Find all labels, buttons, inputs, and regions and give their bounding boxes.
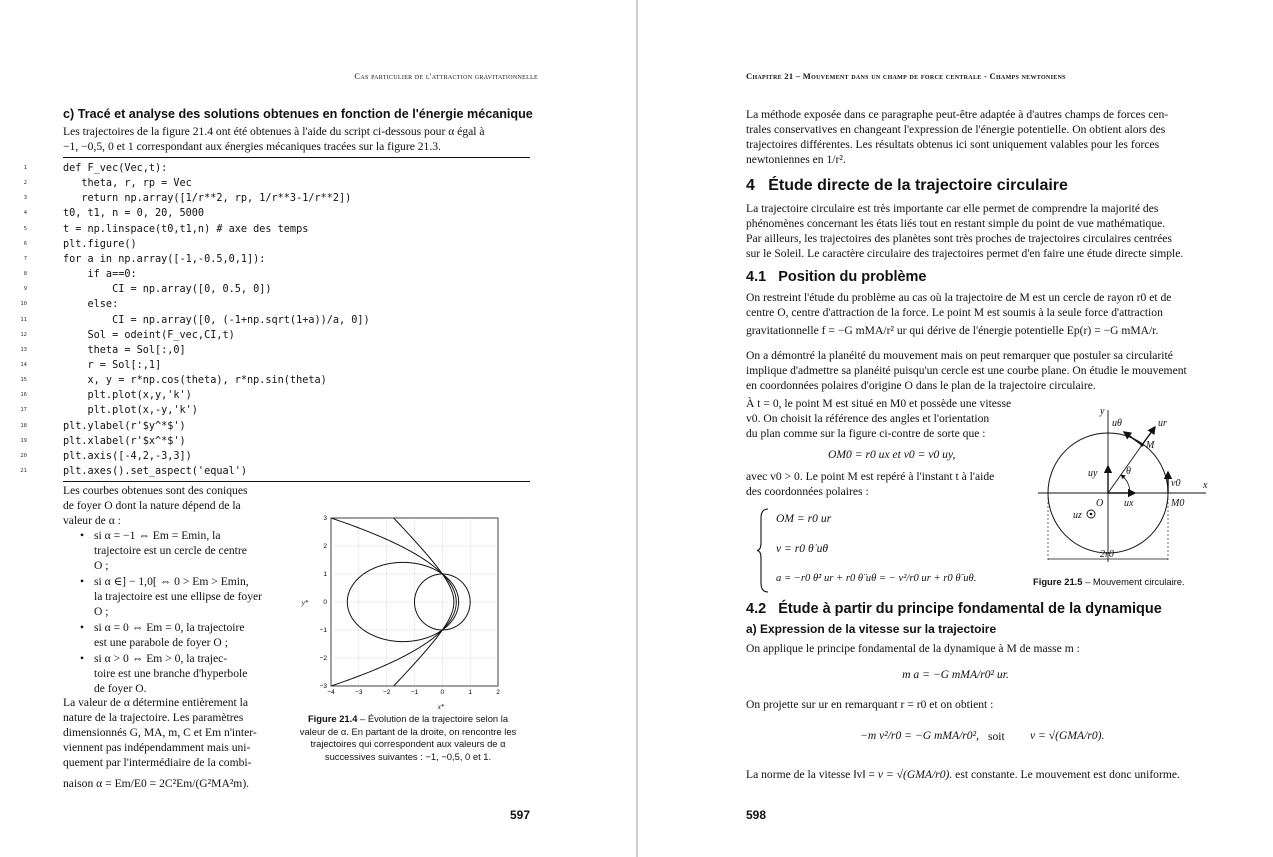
uy-label: uy bbox=[1088, 468, 1098, 479]
x-tick-label: −1 bbox=[410, 689, 419, 696]
polar-paragraph: avec v0 > 0. Le point M est repéré à l'instant t à l'aide des coordonnées polaires : bbox=[746, 470, 995, 499]
y-tick-label: −1 bbox=[319, 627, 327, 635]
code-top-rule bbox=[63, 157, 530, 158]
y-tick-label: 3 bbox=[323, 515, 327, 523]
code-listing bbox=[0, 161, 540, 481]
code-text: plt.plot(x,-y,'k') bbox=[63, 405, 198, 417]
trajectory-parabola bbox=[295, 510, 456, 710]
circular-motion-diagram bbox=[1038, 402, 1213, 572]
code-text: r = Sol[:,1] bbox=[63, 359, 162, 371]
utheta-label: uθ bbox=[1112, 418, 1122, 429]
code-text: return np.array([1/r**2, rp, 1/r**3-1/r**2]) bbox=[63, 193, 352, 205]
conics-paragraph bbox=[63, 483, 273, 528]
uz-dot bbox=[1090, 513, 1093, 516]
line-number: 19 bbox=[20, 437, 27, 444]
code-text: plt.plot(x,y,'k') bbox=[63, 390, 192, 402]
ux-label: ux bbox=[1124, 498, 1134, 509]
x-tick-label: 2 bbox=[496, 689, 500, 696]
intro-paragraph: La méthode exposée dans ce paragraphe peut-être adaptée à d'autres champs de forces cen- trales conservatives en changeant l'expression de l'énergie potentielle. On obtient alors des trajectoires différentes. Les résultats obtenus ici sont uniquement valables pour les forces newtoniennes en 1/r². bbox=[746, 108, 1169, 167]
uz-label: uz bbox=[1073, 510, 1082, 521]
code-text: plt.axes().set_aspect('equal') bbox=[63, 466, 248, 477]
line-number: 20 bbox=[20, 452, 27, 459]
intro-paragraph bbox=[63, 124, 531, 154]
y-tick-label: 2 bbox=[323, 543, 327, 551]
projection-line: On projette sur ur en remarquant r = r0 et on obtient : bbox=[746, 698, 994, 711]
alpha-formula: naison α = Em/E0 = 2C²Em/(G²MA²m). bbox=[63, 777, 250, 791]
code-text: plt.figure() bbox=[63, 238, 137, 250]
closing-paragraph: La valeur de α détermine entièrement la nature de la trajectoire. Les paramètres dimensionnés G, MA, m, C et Em n'inter- viennent pas indépendamment mais uni- quement par l'intermédiaire de la combi- naison α = Em/E0 = 2C²Em/(G²MA²m). bbox=[63, 695, 273, 792]
y-tick-label: −2 bbox=[319, 655, 327, 663]
line-number: 13 bbox=[20, 346, 27, 353]
line-number: 14 bbox=[20, 361, 27, 368]
line-number: 4 bbox=[23, 210, 27, 217]
system-brace bbox=[756, 508, 770, 593]
subsection-4-1-paragraph: On restreint l'étude du problème au cas où la trajectoire de M est un cercle de rayon r0 et de centre O, centre d'attraction de la force. Le point M est soumis à la seule force d'attraction gravitationnelle f = −G mMA/r² ur qui dérive de l'énergie potentielle Ep(r) = −G mMA/r. bbox=[746, 291, 1172, 338]
line-number: 15 bbox=[20, 377, 27, 384]
line-number: 21 bbox=[20, 468, 27, 474]
line-number: 16 bbox=[20, 392, 27, 399]
line-number: 9 bbox=[23, 286, 27, 293]
running-head: Cas particulier de l'attraction gravitationnelle bbox=[354, 71, 538, 81]
x-axis-label: x* bbox=[437, 703, 445, 710]
m-label: M bbox=[1146, 440, 1155, 451]
left-page: Cas particulier de l'attraction gravitationnelle c) Tracé et analyse des solutions obtenues en fonction de l'énergie mécanique Les trajectoires de la figure 21.4 ont été obtenues à l'aide du script ci-dessous pour α égal à −1, −0,5, 0 et 1 correspondant aux énergies mécaniques tracées sur la figure 21.3. 1 def F_vec(Vec,t): 2 theta, r, rp = Vec 3 return np.array([1/r**2, rp, 1/r**3-1/r**2]) 4 t0, t1, n = 0, 20, 5000 5 t = np.linspace(t0,t1,n) # axe des temps 6 plt.figure() 7 for a in np.array([-1,-0.5,0,1]): 8 if a==0: 9 CI = np.array([0, 0.5, 0]) 10 else: 11 CI = np.array([0, (-1+np.sqrt(1+a))/a, 0]) 12 Sol = odeint(F_vec,CI,t) 13 theta = Sol[:,0] 14 r = Sol[:,1] 15 x, y = r*np.cos(theta), r*np.sin(theta) 16 plt.plot(x,y,'k') 17 plt.plot(x,-y,'k') 18 plt.ylabel(r'$y^*$') 19 plt.xlabel(r'$x^*$') 20 plt.axis([-4,2,-3,3]) 21 plt.axes().set_aspect('equal') Les courbes obtenues sont des coniques de foyer O dont la nature dépend de la valeur de α : • si α = −1 ⇔ Em = Emin, la trajectoire est un cercle de centre O ; • si α ∈] − 1,0[ ⇔ 0 > Em > Emin, la trajectoire est une ellipse de foyer O ; • si α = 0 ⇔ Em = 0, la trajectoire est une parabole de foyer O ; • si α > 0 ⇔ Em > 0, la trajec- toire est une branche d'hyperbole de foyer O. La valeur de α détermine entièrement la nature de la trajectoire. Les paramètres dimensionnés G, MA, m, C et Em n'inter- viennent pas indépendamment mais uni- quement par l'intermédiaire de la combi- naison α = Em/E0 = 2C²Em/(G²MA²m). −4 −3 −2 −1 0 1 2 3 2 1 0 −1 −2 −3 x* y* Figure 21.4 – Évolution de la trajectoire selon la valeur de α. En partant de la droite, on rencontre les trajectoires qui correspondent aux valeurs de α successives suivantes : −1, −0,5, 0 et 1. 597 bbox=[0, 0, 636, 857]
trajectories-chart bbox=[295, 510, 510, 710]
pfd-equation: m a = −G mMA/r0² ur. bbox=[902, 668, 1009, 681]
v0-label: v0 bbox=[1171, 478, 1181, 489]
subsubsection-a-heading: a) Expression de la vitesse sur la trajectoire bbox=[746, 622, 997, 636]
code-text: theta = Sol[:,0] bbox=[63, 344, 186, 356]
x-tick-label: 1 bbox=[468, 689, 472, 696]
line-number: 18 bbox=[20, 422, 27, 429]
code-text: if a==0: bbox=[63, 269, 137, 281]
code-text: t0, t1, n = 0, 20, 5000 bbox=[63, 208, 205, 220]
code-bottom-rule bbox=[63, 481, 530, 482]
page-number: 598 bbox=[746, 808, 767, 822]
y-label: y bbox=[1100, 406, 1105, 417]
figure-21-5-caption: Figure 21.5 – Mouvement circulaire. bbox=[1033, 576, 1185, 587]
radius-line bbox=[1108, 445, 1142, 493]
chart-curves bbox=[295, 510, 470, 710]
code-text: t = np.linspace(t0,t1,n) # axe des temps bbox=[63, 223, 309, 235]
intro-line: −1, −0,5, 0 et 1 correspondant aux énergies mécaniques tracées sur la figure 21.3. bbox=[63, 140, 441, 154]
trajectory-hyperbola bbox=[295, 510, 454, 710]
diameter-label: 2r0 bbox=[1100, 549, 1114, 560]
code-text: x, y = r*np.cos(theta), r*np.sin(theta) bbox=[63, 375, 327, 387]
section-heading: c) Tracé et analyse des solutions obtenues en fonction de l'énergie mécanique bbox=[63, 107, 533, 121]
code-text: else: bbox=[63, 299, 119, 311]
line-number: 11 bbox=[20, 316, 27, 323]
x-tick-label: −4 bbox=[327, 689, 335, 696]
origin-label: O bbox=[1096, 498, 1104, 509]
code-text: plt.xlabel(r'$x^*$') bbox=[63, 435, 186, 447]
pfd-line: On applique le principe fondamental de la dynamique à M de masse m : bbox=[746, 642, 1080, 655]
running-head: Chapitre 21 – Mouvement dans un champ de force centrale - Champs newtoniens bbox=[746, 71, 1066, 81]
planarity-paragraph: On a démontré la planéité du mouvement mais on peut remarquer que postuler sa circularité implique d'admettre sa planéité puisqu'un cercle est une courbe plane. On étudie le mouvement en coordonnées polaires d'origine O dans le plan de la trajectoire circulaire. bbox=[746, 349, 1187, 393]
text-line: valeur de α : bbox=[63, 514, 121, 528]
y-tick-label: 1 bbox=[323, 571, 327, 579]
x-tick-label: −2 bbox=[382, 689, 391, 696]
velocity-norm-line: La norme de la vitesse ‖v‖ = v = √(GMA/r0). est constante. Le mouvement est donc uniforme. bbox=[746, 768, 1180, 781]
line-number: 12 bbox=[20, 331, 27, 338]
code-text: theta, r, rp = Vec bbox=[63, 178, 192, 190]
code-text: plt.axis([-4,2,-3,3]) bbox=[63, 450, 192, 462]
line-number: 2 bbox=[23, 180, 27, 187]
code-text: plt.ylabel(r'$y^*$') bbox=[63, 420, 186, 432]
initial-conditions-paragraph: À t = 0, le point M est situé en M0 et possède une vitesse v0. On choisit la référence des angles et l'orientation du plan comme sur la figure ci-contre de sorte que : bbox=[746, 397, 1012, 441]
line-number: 3 bbox=[23, 195, 27, 202]
line-number: 6 bbox=[23, 240, 27, 247]
x-tick-label: −3 bbox=[355, 689, 363, 696]
line-number: 1 bbox=[23, 165, 27, 171]
velocity-norm-formula: v = √(GMA/r0). bbox=[877, 768, 953, 781]
code-text: def F_vec(Vec,t): bbox=[63, 163, 168, 174]
page-number: 597 bbox=[509, 808, 530, 822]
line-number: 10 bbox=[20, 301, 27, 308]
text-line: de foyer O dont la nature dépend de la bbox=[63, 499, 241, 513]
ur-label: ur bbox=[1158, 418, 1167, 429]
text-line: Les courbes obtenues sont des coniques bbox=[63, 484, 248, 497]
theta-label: θ bbox=[1126, 466, 1131, 477]
x-label: x bbox=[1203, 480, 1208, 491]
line-number: 5 bbox=[23, 225, 27, 232]
code-text: CI = np.array([0, (-1+np.sqrt(1+a))/a, 0]) bbox=[63, 314, 370, 326]
theta-arc bbox=[1121, 475, 1130, 493]
line-number: 8 bbox=[23, 271, 27, 278]
line-number: 7 bbox=[23, 255, 27, 262]
m0-label: M0 bbox=[1171, 498, 1185, 509]
y-axis-label: y* bbox=[301, 599, 309, 607]
y-tick-label: −3 bbox=[319, 683, 327, 691]
code-text: for a in np.array([-1,-0.5,0,1]): bbox=[63, 253, 266, 265]
initial-equation: OM0 = r0 ux et v0 = v0 uy, bbox=[828, 448, 956, 461]
x-tick-label: 0 bbox=[440, 689, 445, 696]
subsection-4-2-heading: 4.2 Étude à partir du principe fondamental de la dynamique bbox=[746, 601, 1162, 617]
section-4-paragraph: La trajectoire circulaire est très importante car elle permet de comprendre la majorité des phénomènes concernant les états liés tout en restant simple du point de vue mathématique. Par ailleurs, les trajectoires des planètes sont très proches de trajectoires circulaires centrées sur le Soleil. Le caractère circulaire des trajectoires permet d'en faire une étude directe simple. bbox=[746, 202, 1184, 261]
utheta-vector bbox=[1124, 432, 1142, 445]
y-tick-label: 0 bbox=[323, 599, 327, 607]
section-4-heading: 4 Étude directe de la trajectoire circulaire bbox=[746, 177, 1068, 194]
intro-line: Les trajectoires de la figure 21.4 ont été obtenues à l'aide du script ci-dessous pour α égal à bbox=[63, 125, 485, 138]
right-page: Chapitre 21 – Mouvement dans un champ de force centrale - Champs newtoniens La méthode exposée dans ce paragraphe peut-être adaptée à d'autres champs de forces cen- trales conservatives en changeant l'expression de l'énergie potentielle. On obtient alors des trajectoires différentes. Les résultats obtenus ici sont uniquement valables pour les forces newtoniennes en 1/r². 4 Étude directe de la trajectoire circulaire La trajectoire circulaire est très importante car elle permet de comprendre la majorité des phénomènes concernant les états liés tout en restant simple du point de vue mathématique. Par ailleurs, les trajectoires des planètes sont très proches de trajectoires circulaires centrées sur le Soleil. Le caractère circulaire des trajectoires permet d'en faire une étude directe simple. 4.1 Position du problème On restreint l'étude du problème au cas où la trajectoire de M est un cercle de rayon r0 et de centre O, centre d'attraction de la force. Le point M est soumis à la seule force d'attraction gravitationnelle f = −G mMA/r² ur qui dérive de l'énergie potentielle Ep(r) = −G mMA/r. On a démontré la planéité du mouvement mais on peut remarquer que postuler sa circularité implique d'admettre sa planéité puisqu'un cercle est une courbe plane. On étudie le mouvement en coordonnées polaires d'origine O dans le plan de la trajectoire circulaire. À t = 0, le point M est situé en M0 et possède une vitesse v0. On choisit la référence des angles et l'orientation du plan comme sur la figure ci-contre de sorte que : OM0 = r0 ux et v0 = v0 uy, avec v0 > 0. Le point M est repéré à l'instant t à l'aide des coordonnées polaires : OM = r0 ur v = r0 θ̇ uθ a = −r0 θ̇² ur + r0 θ̈ uθ = − v²/r0 ur + r0 θ̈ uθ. y x uθ ur M θ uy O ux uz v0 M0 2r0 Figure 21.5 – Mouvement circulaire. 4.2 Étude à partir du principe fondamental de la dynamique a) Expression de la vitesse sur la trajectoire On applique le principe fondamental de la dynamique à M de masse m : m a = −G mMA/r0² ur. On projette sur ur en remarquant r = r0 et on obtient : −m v²/r0 = −G mMA/r0², soit v = √(GMA/r0). La norme de la vitesse ‖v‖ = v = √(GMA/r0). est constante. Le mouvement est donc uniforme. 598 bbox=[638, 0, 1273, 857]
code-text: Sol = odeint(F_vec,CI,t) bbox=[63, 329, 235, 341]
point-m bbox=[1140, 443, 1143, 446]
line-number: 17 bbox=[20, 407, 27, 414]
subsection-4-1-heading: 4.1 Position du problème bbox=[746, 269, 927, 285]
code-text: CI = np.array([0, 0.5, 0]) bbox=[63, 284, 272, 296]
figure-21-4-caption: Figure 21.4 – Évolution de la trajectoire selon la valeur de α. En partant de la droite, on rencontre les trajectoires qui correspondent aux valeurs de α successives suivantes : −1, −0,5, 0 et 1. bbox=[299, 713, 517, 762]
